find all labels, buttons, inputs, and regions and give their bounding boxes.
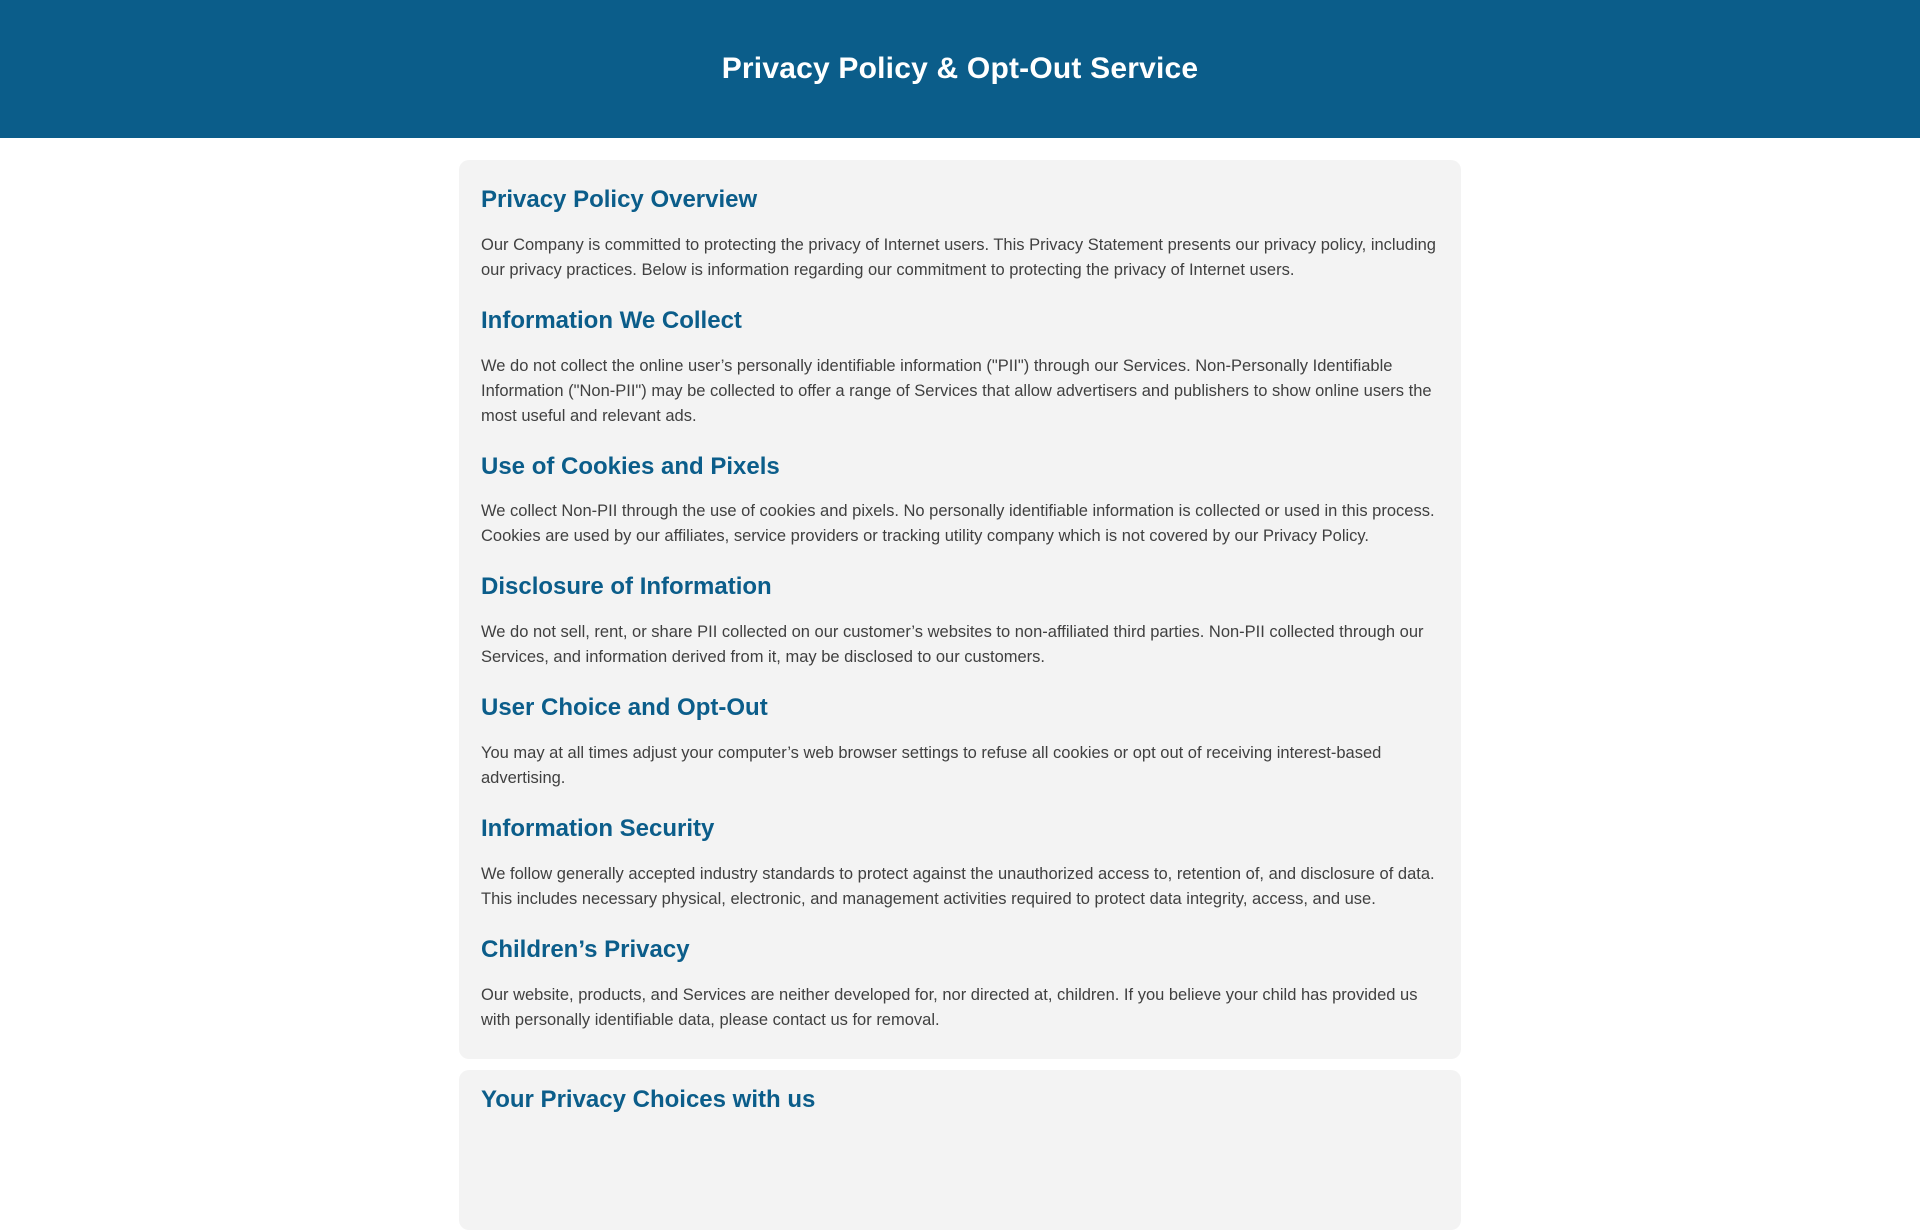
section-body: You may at all times adjust your computer’s web browser settings to refuse all cookies or opt out of receiving interest-based advertising. [481, 743, 1382, 787]
section-body: We do not sell, rent, or share PII collected on our customer’s websites to non-affiliated third parties. Non-PII collected through our Services, and information derived from it, may be disclosed to our customers. [481, 623, 1424, 667]
section-information-we-collect [481, 307, 1439, 429]
section-heading: Use of Cookies and Pixels [481, 452, 780, 480]
section-childrens-privacy [481, 936, 1439, 1033]
section-body: We do not collect the online user’s personally identifiable information ("PII") through our Services. Non-Personally Identifiable Information ("Non-PII") may be collected to offer a range of Services that allow advertisers and publishers to show online users the most useful and relevant ads. [481, 356, 1432, 425]
section-use-of-cookies-and-pixels [481, 453, 1439, 550]
section-heading: User Choice and Opt-Out [481, 694, 768, 722]
section-body: We follow generally accepted industry standards to protect against the unauthorized access to, retention of, and disclosure of data. This includes necessary physical, electronic, and management activities required to protect data integrity, access, and use. [481, 864, 1435, 908]
section-privacy-policy-overview [481, 186, 1439, 283]
section-information-security [481, 815, 1439, 912]
header-banner [0, 0, 1920, 138]
section-heading: Information We Collect [481, 306, 742, 334]
section-heading: Children’s Privacy [481, 935, 690, 963]
page-title: Privacy Policy & Opt-Out Service [721, 52, 1199, 85]
section-heading: Information Security [481, 814, 715, 842]
section-body: Our Company is committed to protecting the privacy of Internet users. This Privacy Statement presents our privacy policy, including our privacy practices. Below is information regarding our commitment to protecting the privacy of Internet users. [481, 235, 1436, 279]
privacy-policy-card [459, 160, 1461, 1059]
section-heading: Privacy Policy Overview [481, 186, 758, 213]
privacy-choices-card [459, 1070, 1461, 1230]
section-disclosure-of-information [481, 573, 1439, 670]
section-user-choice-and-opt-out [481, 694, 1439, 791]
section-body: Our website, products, and Services are neither developed for, nor directed at, children. If you believe your child has provided us with personally identifiable data, please contact us for removal. [481, 985, 1418, 1029]
section-heading: Disclosure of Information [481, 573, 772, 601]
section-body: We collect Non-PII through the use of cookies and pixels. No personally identifiable information is collected or used in this process. Cookies are used by our affiliates, service providers or tracking utility company which is not covered by our Privacy Policy. [481, 502, 1435, 546]
section-heading: Your Privacy Choices with us [481, 1085, 816, 1113]
